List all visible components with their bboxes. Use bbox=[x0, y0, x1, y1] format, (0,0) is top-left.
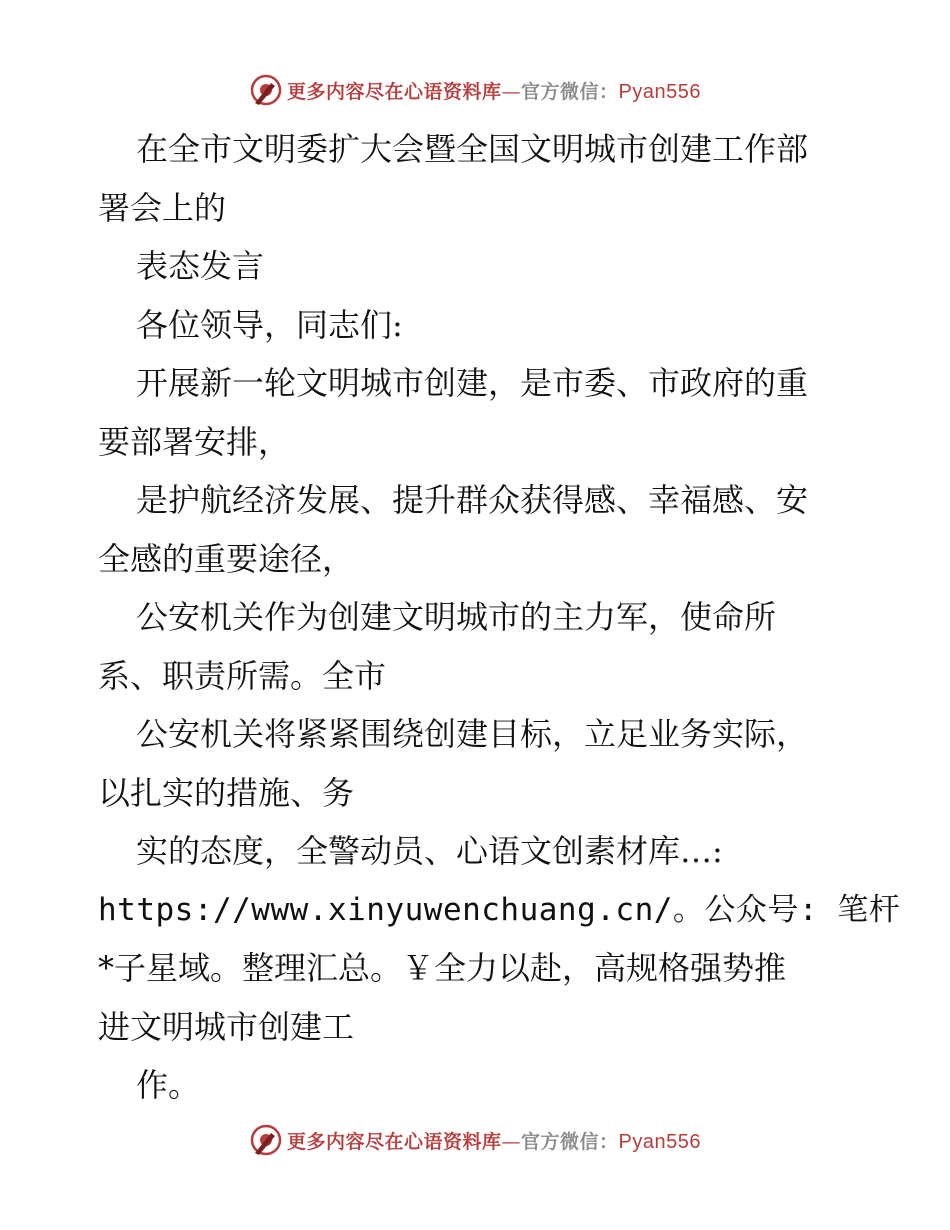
paragraph-line: 公安机关作为创建文明城市的主力军，使命所 bbox=[136, 598, 777, 636]
paragraph-line: 公安机关将紧紧围绕创建目标，立足业务实际， bbox=[136, 715, 809, 753]
paragraph-line: *子星域。整理汇总。￥全力以赴，高规格强势推 bbox=[98, 949, 787, 987]
paragraph-line: 进文明城市创建工 bbox=[98, 1007, 355, 1046]
banner-text: 更多内容尽在心语资料库—官方微信：Pyan556 bbox=[287, 80, 701, 103]
paragraph-line: 实的态度，全警动员、心语文创素材库…: bbox=[136, 832, 723, 870]
paragraph-line: 要部署安排， bbox=[98, 422, 291, 461]
salutation-line: 各位领导，同志们: bbox=[136, 305, 403, 344]
paragraph-line: 开展新一轮文明城市创建，是市委、市政府的重 bbox=[136, 364, 809, 402]
pen-logo-icon bbox=[249, 73, 283, 107]
paragraph-line: 全感的重要途径， bbox=[98, 539, 355, 578]
paragraph-line: 作。 bbox=[136, 1066, 201, 1104]
banner-text: 更多内容尽在心语资料库—官方微信：Pyan556 bbox=[287, 1130, 701, 1153]
document-body bbox=[98, 120, 901, 1115]
title-line-1: 在全市文明委扩大会暨全国文明城市创建工作部 bbox=[136, 130, 809, 168]
pen-logo-icon bbox=[249, 1123, 283, 1157]
paragraph-line: 系、职责所需。全市 bbox=[98, 656, 387, 695]
subtitle-line: 表态发言 bbox=[136, 247, 265, 285]
footer-banner bbox=[0, 1120, 950, 1160]
url-line: https://www.xinyuwenchuang.cn/。公众号: 笔杆 bbox=[98, 891, 901, 928]
paragraph-line: 以扎实的措施、务 bbox=[98, 773, 355, 812]
title-line-2: 署会上的 bbox=[98, 188, 227, 227]
header-banner bbox=[0, 70, 950, 110]
paragraph-line: 是护航经济发展、提升群众获得感、幸福感、安 bbox=[136, 481, 809, 519]
